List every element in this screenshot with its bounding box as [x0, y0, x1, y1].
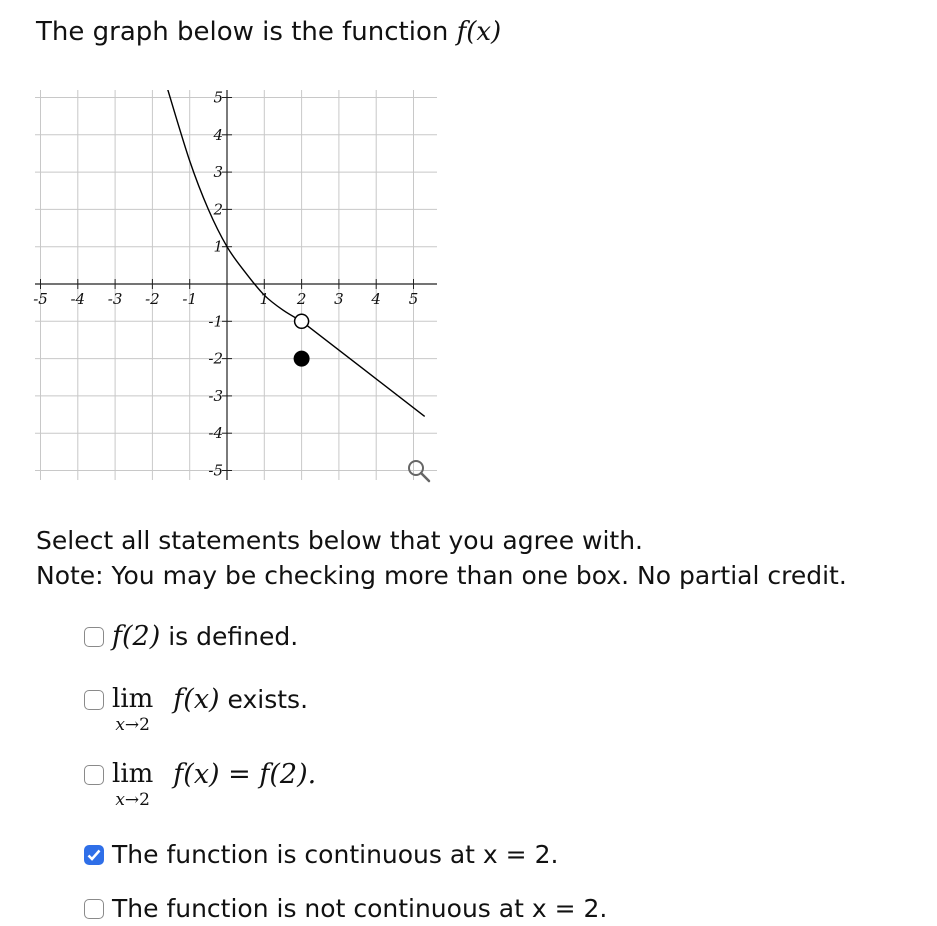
x-tick-label: 3 [334, 290, 344, 308]
choice-text: exists. [227, 685, 309, 714]
y-tick-label: -2 [208, 349, 223, 368]
y-tick-label: -3 [208, 386, 223, 405]
choice-text: is defined. [168, 622, 299, 651]
lim-sub-arrow: → [124, 790, 140, 810]
check-icon [87, 849, 101, 861]
checkbox[interactable] [84, 690, 104, 710]
lim-subscript [115, 715, 150, 735]
checkbox[interactable] [84, 899, 104, 919]
x-tick-label: -4 [70, 290, 86, 308]
x-tick-label: -3 [107, 290, 123, 308]
lim-sub-value: 2 [139, 790, 150, 810]
y-tick-label: -4 [208, 424, 223, 443]
open-point [295, 314, 309, 328]
choice-text: The function is not continuous at x = 2. [112, 894, 608, 923]
x-tick-label: -2 [145, 290, 160, 308]
choice-limit-equals-value[interactable] [84, 758, 316, 810]
lim-word: lim [112, 759, 154, 789]
checkbox[interactable] [84, 765, 104, 785]
choice-math: f(x) = f(2). [173, 759, 317, 790]
lim-word: lim [112, 684, 154, 714]
y-tick-label: 1 [213, 237, 223, 256]
x-tick-label: -1 [182, 290, 198, 308]
y-tick-label: 2 [213, 200, 223, 219]
choice-continuous[interactable] [84, 838, 558, 872]
instructions-line-2: Note: You may be checking more than one box. No partial credit. [36, 561, 847, 590]
x-tick-label: 1 [259, 290, 270, 308]
lim-sub-var: x [115, 790, 125, 810]
instructions [36, 523, 847, 593]
y-tick-label: -1 [208, 312, 223, 331]
y-tick-label: -5 [208, 461, 223, 480]
function-label: f(x) [456, 17, 502, 47]
checkbox[interactable] [84, 627, 104, 647]
limit-notation [112, 683, 153, 735]
choice-limit-exists[interactable] [84, 683, 308, 735]
choice-math: f(x) [173, 684, 220, 715]
y-tick-label: 3 [213, 163, 223, 182]
y-tick-label: 5 [213, 88, 223, 107]
curve-segment-2 [302, 321, 425, 416]
closed-point [294, 351, 310, 367]
choice-not-continuous[interactable] [84, 892, 607, 926]
x-tick-label: -5 [33, 290, 48, 308]
lim-subscript [115, 790, 150, 810]
function-graph [0, 70, 460, 490]
x-tick-label: 2 [296, 290, 307, 308]
lim-sub-var: x [115, 715, 125, 735]
curve-segment-1 [167, 88, 301, 321]
checkbox[interactable] [84, 845, 104, 865]
lim-sub-value: 2 [139, 715, 150, 735]
choice-text: The function is continuous at x = 2. [112, 840, 559, 869]
y-tick-label: 4 [213, 125, 223, 144]
x-tick-label: 4 [371, 290, 381, 308]
question-title-text: The graph below is the function [36, 17, 449, 47]
x-tick-label: 5 [408, 290, 419, 308]
question-title [36, 12, 501, 52]
curve [167, 88, 424, 416]
limit-notation [112, 758, 153, 810]
choice-math: f(2) [112, 621, 161, 652]
lim-sub-arrow: → [124, 715, 140, 735]
choice-f2-defined[interactable] [84, 620, 298, 654]
instructions-line-1: Select all statements below that you agree with. [36, 526, 644, 555]
